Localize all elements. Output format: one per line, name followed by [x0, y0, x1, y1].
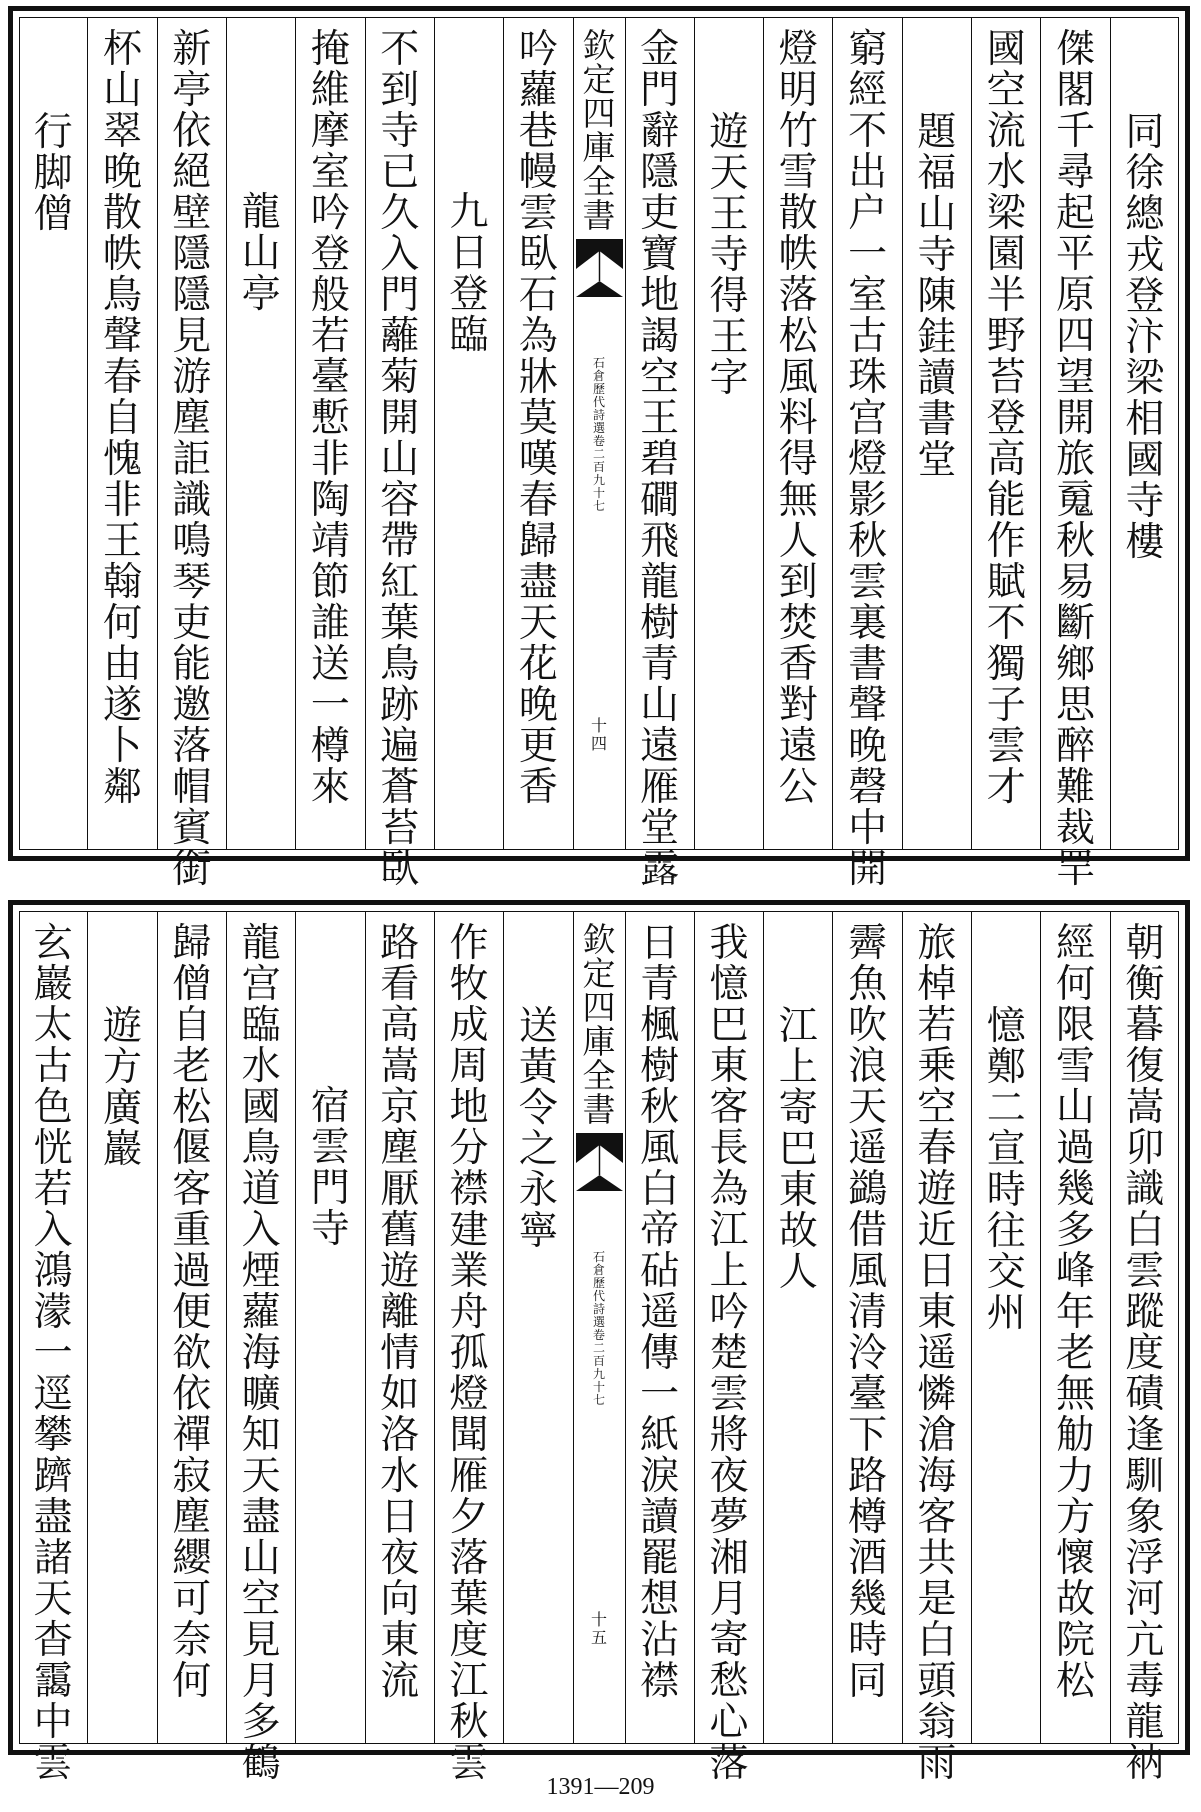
text-column	[226, 911, 295, 1786]
text-column	[902, 17, 971, 850]
poem-line: 霽魚吹浪天遥鷁借風清泠臺下路樽酒幾時同	[848, 921, 888, 1704]
text-column	[503, 17, 572, 850]
text-column	[1110, 17, 1179, 850]
text-column	[434, 17, 503, 850]
text-column	[625, 17, 694, 892]
poem-line: 杯山翠晚散帙鳥聲春自愧非王翰何由遂卜鄰	[102, 27, 142, 810]
poem-title: 送黃令之永寧	[518, 1004, 558, 1254]
column-grid	[19, 17, 1179, 892]
poem-title: 同徐總戎登汴梁相國寺樓	[1125, 110, 1165, 565]
text-column	[19, 17, 87, 850]
text-column	[295, 911, 364, 1744]
text-column	[971, 911, 1040, 1744]
poem-title: 憶鄭二宣時往交州	[986, 1004, 1026, 1336]
poem-line: 作牧成周地分襟建業舟孤燈聞雁夕落葉度江秋雲	[449, 921, 489, 1786]
text-column	[1040, 17, 1109, 892]
text-column	[365, 911, 434, 1744]
text-column	[365, 17, 434, 892]
text-column	[971, 17, 1040, 850]
bottom-page	[8, 900, 1190, 1786]
text-column	[157, 911, 226, 1744]
poem-line: 歸僧自老松偃客重過便欲依禪寂塵纓可奈何	[172, 921, 212, 1704]
fish-tail-mark	[576, 239, 623, 297]
volume-info: 石倉歷代詩選 卷二百九十七	[592, 1250, 605, 1407]
poem-line: 我憶巴東客長為江上吟楚雲將夜夢湘月寄愁心落	[709, 921, 749, 1786]
book-title: 欽定四庫全書	[582, 26, 616, 235]
text-column	[625, 911, 694, 1744]
text-column	[295, 17, 364, 850]
poem-title: 遊方廣巖	[102, 1004, 142, 1172]
poem-title: 遊天王寺得王字	[709, 110, 749, 401]
poem-line: 金門辭隱吏寶地謁空王碧磵飛龍樹青山遠雁堂露	[640, 27, 680, 892]
poem-line: 旅棹若乗空春遊近日東遥憐滄海客共是白頭翁雨	[917, 921, 957, 1786]
folio-number: 十五	[590, 1610, 607, 1647]
volume-info: 石倉歷代詩選 卷二百九十七	[592, 356, 605, 513]
poem-line: 玄巖太古色恍若入鴻濛一逕攀躋盡諸天杳靄中雲	[33, 921, 73, 1786]
text-column	[19, 911, 87, 1786]
text-column	[1110, 911, 1179, 1786]
poem-line: 掩維摩室吟登般若臺慙非陶靖節誰送一樽來	[310, 27, 350, 810]
text-column	[226, 17, 295, 850]
poem-line: 國空流水梁園半野苔登高能作賦不獨子雲才	[986, 27, 1026, 810]
poem-line: 新亭依絕壁隱隱見游塵詎識鳴琴吏能邀落帽賓銜	[172, 27, 212, 892]
text-column	[87, 17, 156, 850]
poem-line: 經何限雪山過幾多峰年老無觔力方懷故院松	[1056, 921, 1096, 1704]
poem-line: 朝衡暮復嵩卯識白雲蹤度磧逢馴象浮河亢毒龍衲	[1125, 921, 1165, 1786]
text-column	[157, 17, 226, 892]
text-column	[503, 911, 572, 1744]
top-page	[8, 6, 1190, 892]
text-column	[694, 17, 763, 850]
text-column	[434, 911, 503, 1786]
fish-tail-mark	[576, 1133, 623, 1191]
text-column	[832, 911, 901, 1744]
book-title: 欽定四庫全書	[582, 920, 616, 1129]
poem-line: 吟蘿巷幔雲臥石為牀莫嘆春歸盡天花晚更香	[518, 27, 558, 810]
text-column	[763, 17, 832, 850]
center-strip	[573, 911, 625, 1744]
poem-title: 江上寄巴東故人	[778, 1004, 818, 1295]
text-column	[763, 911, 832, 1744]
poem-title: 九日登臨	[449, 190, 489, 358]
center-strip	[573, 17, 625, 850]
text-column	[694, 911, 763, 1786]
poem-title: 行脚僧	[33, 110, 73, 237]
poem-title: 龍山亭	[241, 190, 281, 317]
folio-number: 十四	[590, 716, 607, 753]
text-column	[87, 911, 156, 1744]
poem-title: 宿雲門寺	[310, 1084, 350, 1252]
text-column	[832, 17, 901, 892]
poem-title: 題福山寺陳銈讀書堂	[917, 110, 957, 483]
text-column	[902, 911, 971, 1786]
poem-line: 窮經不出户一室古珠宫燈影秋雲裏書聲晚磬中開	[848, 27, 888, 892]
poem-line: 龍宫臨水國鳥道入煙蘿海曠知天盡山空見月多鶴	[241, 921, 281, 1786]
poem-line: 不到寺已久入門蘺菊開山容帶紅葉鳥跡遍蒼苔臥	[380, 27, 420, 892]
poem-line: 路看高嵩京塵厭舊遊離情如洛水日夜向東流	[380, 921, 420, 1704]
text-column	[1040, 911, 1109, 1744]
poem-line: 日青楓樹秋風白帝砧遥傳一紙淚讀罷想沾襟	[640, 921, 680, 1704]
poem-line: 傑閣千尋起平原四望開旅䰟秋易斷鄉思醉難裁䍐	[1056, 27, 1096, 892]
poem-line: 燈明竹雪散帙落松風料得無人到焚香對遠公	[778, 27, 818, 810]
column-grid	[19, 911, 1179, 1786]
page-footer-number: 1391—209	[546, 1774, 655, 1800]
